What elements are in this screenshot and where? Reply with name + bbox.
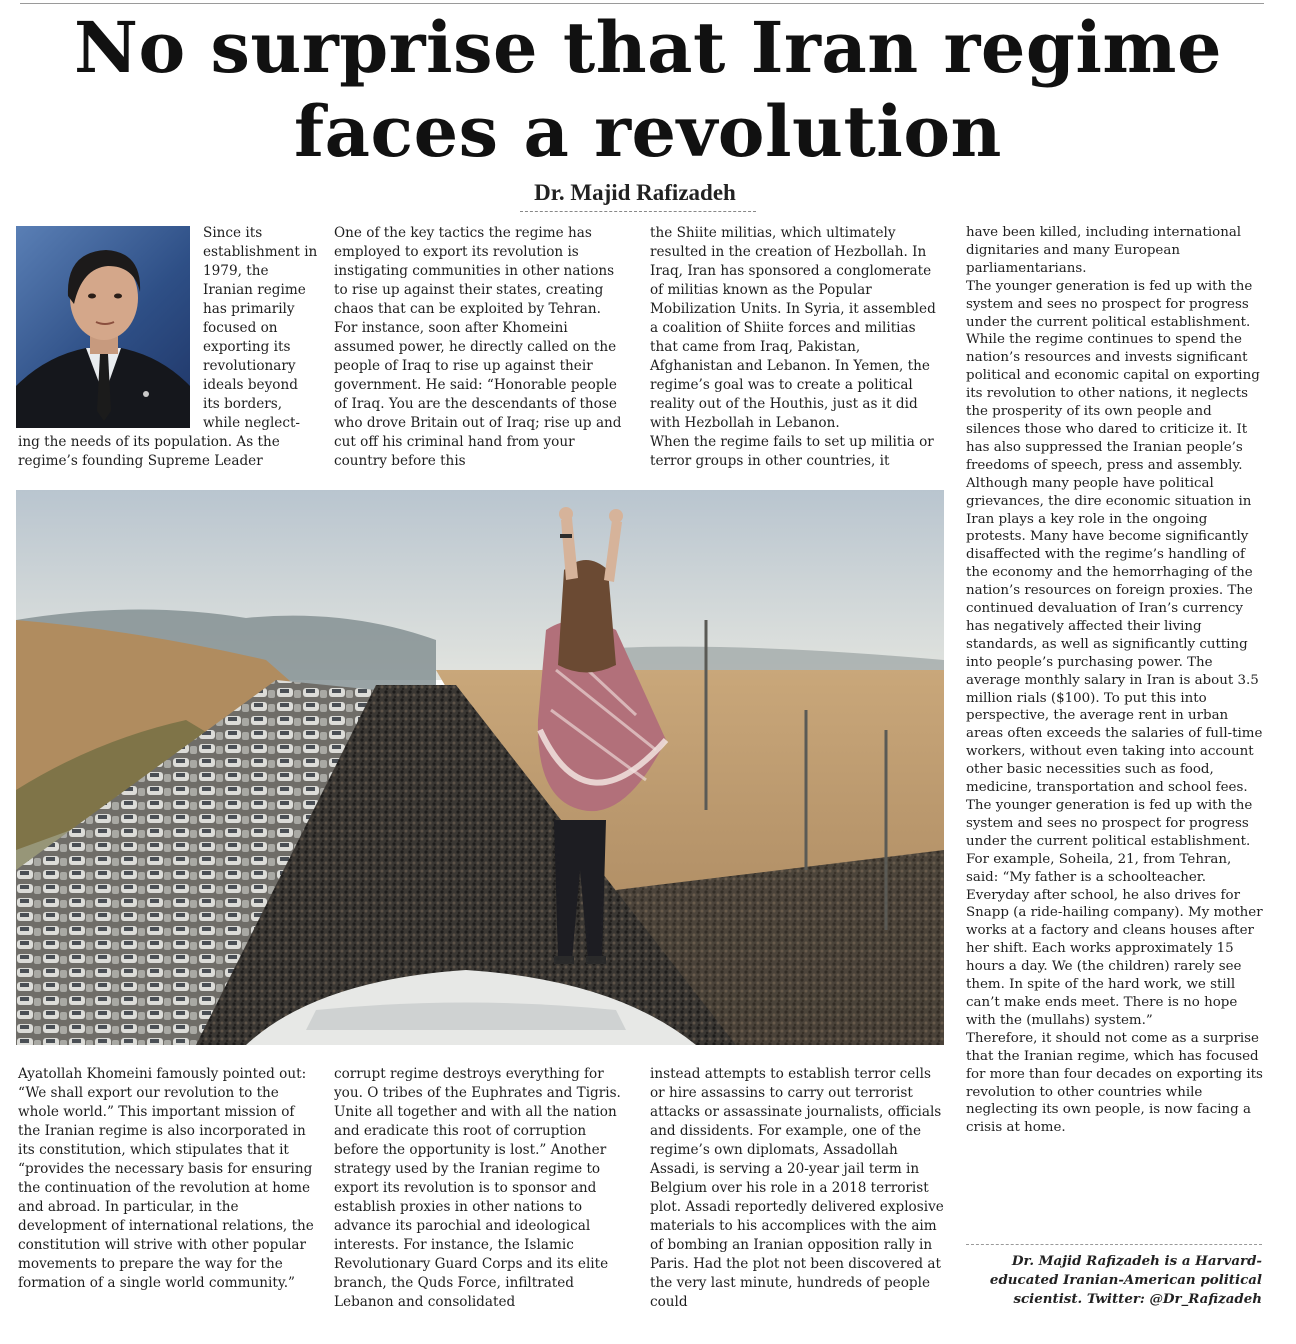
- byline-rule: [520, 211, 756, 212]
- intro-continued-text: ing the needs of its population. As the regime’s founding Supreme Leader: [18, 434, 280, 469]
- column-2-bottom-text: corrupt regime destroys everything for you. O tribes of the Euphrates and Tigris. Unite all together and with all the nation and eradicate this root of corruption before the opportunity is lost.” Another strategy used by the Iranian regime to export its revolution is to sponsor and establish proxies in other nations to advance its parochial and ideological interests. For instance, the Islamic Revolutionary Guard Corps and its elite branch, the Quds Force, infiltrated Lebanon and consolidated: [334, 1066, 621, 1310]
- column-1-bottom-text: Ayatollah Khomeini famously pointed out: “We shall export our revolution to the whole world.” This important mission of the Iranian regime is also incorporated in its constitution, which stipulates that it “provides the necessary basis for ensuring the continuation of the revolution at home and abroad. In particular, in the development of international relations, the constitution will strive with other popular movements to prepare the way for the formation of a single world community.”: [18, 1066, 314, 1291]
- column-4-paragraph-1: have been killed, including international dignitaries and many European parliamentarians.: [966, 225, 1242, 276]
- column-4-paragraph-2: The younger generation is fed up with the system and sees no prospect for progress under the current political establishment.: [966, 278, 1253, 330]
- tagline-rule: [966, 1244, 1262, 1245]
- headline-line-2: faces a revolution: [294, 90, 1002, 173]
- column-4-paragraph-4: Although many people have political grievances, the dire economic situation in Iran plays a key role in the ongoing protests. Many have become significantly disaffected with the regime’s handling of the economy and the hemorrhaging of the nation’s resources on foreign proxies. The continued devaluation of Iran’s currency has negatively affected their living standards, as well as significantly cutting into people’s purchasing power. The average monthly salary in Iran is about 3.5 million rials ($100). To put this into perspective, the average rent in urban areas often exceeds the salaries of full-time workers, without even taking into account other basic necessities such as food, medicine, transportation and school fees.: [966, 475, 1263, 796]
- intro-wrapped-text: Since its establishment in 1979, the Iranian regime has primarily focused on exporting its revolutionary ideals beyond its borders, while neglect-: [203, 225, 318, 431]
- column-3-top: [650, 224, 944, 471]
- column-3-bottom-text: instead attempts to establish terror cells or hire assassins to carry out terrorist attacks or assassinate journalists, officials and dissidents. For example, one of the regime’s own diplomats, Assadollah Assadi, is serving a 20-year jail term in Belgium over his role in a 2018 terrorist plot. Assadi reportedly delivered explosive materials to his accomplices with the aim of bombing an Iranian opposition rally in Paris. Had the plot not been discovered at the very last minute, hundreds of people could: [650, 1066, 944, 1310]
- column-4-paragraph-5: The younger generation is fed up with the system and sees no prospect for progress under the current political establishment. For example, Soheila, 21, from Tehran, said: “My father is a schoolteacher. Everyday after school, he also drives for Snapp (a ride-hailing company). My mother works at a factory and cleans houses after her shift. Each works approximately 15 hours a day. We (the children) rarely see them. In spite of the hard work, we still can’t make ends meet. There is no hope with the (mullahs) system.”: [966, 798, 1263, 1028]
- author-byline: Dr. Majid Rafizadeh: [534, 180, 736, 205]
- author-portrait-illustration: [16, 226, 190, 428]
- headline-line-1: No surprise that Iran regime: [73, 6, 1223, 89]
- protest-photo-illustration: [16, 490, 944, 1045]
- protest-photo: [16, 490, 944, 1045]
- column-3-top-paragraph-1: the Shiite militias, which ultimately resulted in the creation of Hezbollah. In Iraq, Iran has sponsored a conglomerate of militias known as the Popular Mobilization Units. In Syria, it assembled a coalition of Shiite forces and militias that came from Iraq, Pakistan, Afghanistan and Lebanon. In Yemen, the regime’s goal was to create a political reality out of the Houthis, just as it did with Hezbollah in Lebanon.: [650, 225, 936, 431]
- headline: [0, 6, 1296, 174]
- column-4-paragraph-6: Therefore, it should not come as a surprise that the Iranian regime, which has focused for more than four decades on exporting its revolution to other countries while neglecting its own people, is now facing a crisis at home.: [966, 1030, 1263, 1136]
- column-4-paragraph-3: While the regime continues to spend the nation’s resources and invests significant political and economic capital on exporting its revolution to other nations, it neglects the prosperity of its own people and silences those who dared to criticize it. It has also suppressed the Iranian people’s freedoms of speech, press and assembly.: [966, 332, 1260, 473]
- author-portrait: [16, 226, 190, 428]
- column-2-top-text: One of the key tactics the regime has employed to export its revolution is instigating communities in other nations to rise up against their states, creating chaos that can be exploited by Tehran. For instance, soon after Khomeini assumed power, he directly called on the people of Iraq to rise up against their government. He said: “Honorable people of Iraq. You are the descendants of those who drove Britain out of Iraq; rise up and cut off his criminal hand from your country before this: [334, 225, 622, 469]
- column-4: [966, 224, 1264, 1137]
- top-rule: [20, 3, 1264, 4]
- author-tagline: Dr. Majid Rafizadeh is a Harvard-educated Iranian-American political scientist. Twitter: @Dr_Rafizadeh: [989, 1253, 1262, 1307]
- column-3-top-paragraph-2: When the regime fails to set up militia or terror groups in other countries, it: [650, 434, 934, 469]
